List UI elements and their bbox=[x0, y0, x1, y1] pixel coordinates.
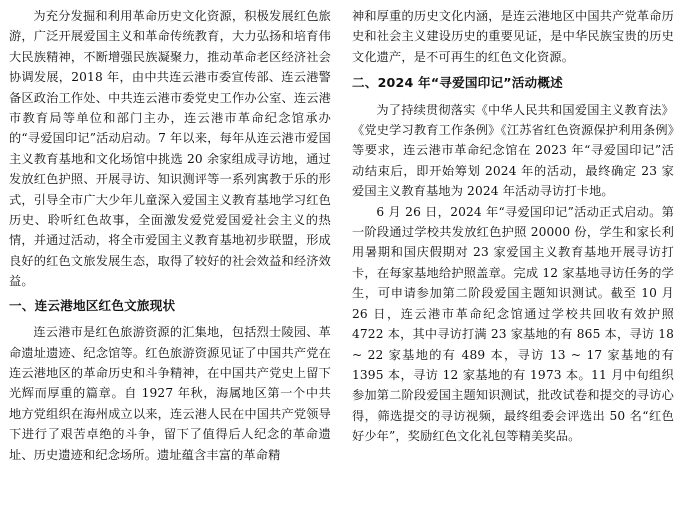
right-column bbox=[352, 6, 674, 447]
left-column bbox=[9, 6, 331, 465]
intro-paragraph: 为充分发掘和利用革命历史文化资源，积极发展红色旅游，广泛开展爱国主义和革命传统教育，大力弘扬和培育伟大民族精神，不断增强民族凝聚力，推动革命老区经济社会协调发展，2018 年，由中共连云港市委宣传部、连云港警备区政治工作处、中共连云港市委党史工作办公室、连云港市教育局等单位和部门主办，连云港市革命纪念馆承办的“寻爱国印记”活动启动。7 年以来，每年从连云港市爱国主义教育基地和文化场馆中挑选 20 余家组成寻访地，通过发放红色护照、开展寻访、知识测评等一系列寓教于乐的形式，引导全市广大少年儿童深入爱国主义教育基地学习红色历史、聆听红色故事，全面激发爱党爱国爱社会主义的热情，并通过活动，将全市爱国主义教育基地初步联盟，形成良好的红色文旅发展生态，取得了较好的社会效益和经济效益。 bbox=[9, 9, 331, 289]
section2-paragraph-1: 为了持续贯彻落实《中华人民共和国爱国主义教育法》《党史学习教育工作条例》《江苏省红色资源保护利用条例》等要求，连云港市革命纪念馆在 2023 年“寻爱国印记”活动结束后，即开始筹划 2024 年的活动，最终确定 23 家爱国主义教育基地为 2024 年活动寻访打卡地。 bbox=[352, 102, 674, 199]
continued-paragraph: 神和厚重的历史文化内涵，是连云港地区中国共产党革命历史和社会主义建设历史的重要见证，是中华民族宝贵的历史文化遗产，是不可再生的红色文化资源。 bbox=[352, 9, 674, 64]
section1-paragraph: 连云港市是红色旅游资源的汇集地，包括烈士陵园、革命遗址遗迹、纪念馆等。红色旅游资源见证了中国共产党在连云港地区的革命历史和斗争精神，在中国共产党史上留下光辉而厚重的篇章。自 1927 年秋，海属地区第一个中共地方党组织在海州成立以来，连云港人民在中国共产党领导下进行了艰苦卓绝的斗争，留下了值得后人纪念的革命遗址、历史遗迹和纪念场所。遗址蕴含丰富的革命精 bbox=[9, 325, 331, 462]
section2-paragraph-2: 6 月 26 日，2024 年“寻爱国印记”活动正式启动。第一阶段通过学校共发放红色护照 20000 份，学生和家长利用暑期和国庆假期对 23 家爱国主义教育基地开展寻访打卡，在每家基地给护照盖章。完成 12 家基地寻访任务的学生，可申请参加第二阶段爱国主题知识测试。截至 10 月 26 日，连云港市革命纪念馆通过学校共回收有效护照 4722 本，其中寻访打满 23 家基地的有 865 本，寻访 18 ~ 22 家基地的有 489 本，寻访 13 ~ 17 家基地的有 1395 本，寻访 12 家基地的有 1973 本。11 月中旬组织参加第二阶段爱国主题知识测试，批改试卷和提交的寻访心得，筛选提交的寻访视频，最终组委会评选出 50 名“红色好少年”，奖励红色文化礼包等精美奖品。 bbox=[352, 204, 674, 444]
section-heading-2: 二、2024 年“寻爱国印记”活动概述 bbox=[352, 75, 563, 91]
section-heading-1: 一、连云港地区红色文旅现状 bbox=[9, 297, 176, 313]
